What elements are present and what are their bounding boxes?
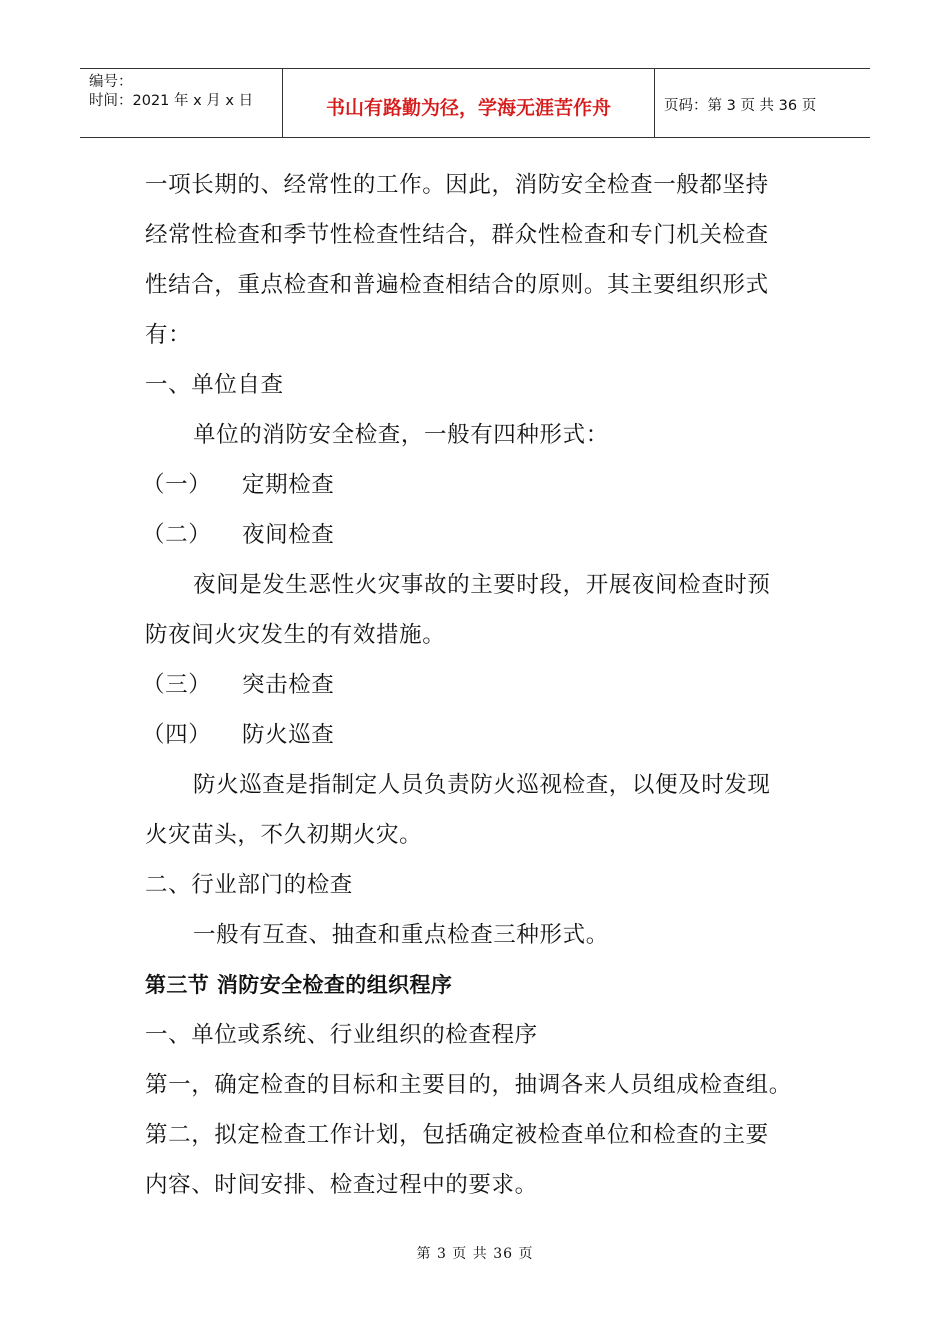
text-line: 一项长期的、经常性的工作。因此，消防安全检查一般都坚持: [145, 172, 769, 198]
header-number-label: 编号：: [89, 74, 133, 90]
item-text: 夜间检查: [242, 522, 335, 548]
text-line: 火灾苗头，不久初期火灾。: [145, 822, 423, 848]
item-text: 定期检查: [242, 472, 335, 498]
header-date-label: 时间：2021 年 x 月 x 日: [89, 93, 254, 109]
document-body: [142, 160, 825, 1210]
text-line: 经常性检查和季节性检查性结合，群众性检查和专门机关检查: [145, 222, 769, 248]
text-line: [142, 510, 825, 560]
item-text: 防火巡查: [242, 722, 335, 748]
text-line: 第二，拟定检查工作计划，包括确定被检查单位和检查的主要: [145, 1122, 769, 1148]
item-number: （一）: [142, 472, 212, 498]
text-line: 内容、时间安排、检查过程中的要求。: [145, 1172, 538, 1198]
text-line: 防夜间火灾发生的有效措施。: [145, 622, 446, 648]
text-line: [142, 660, 825, 710]
item-text: 突击检查: [242, 672, 335, 698]
section-heading: 第三节 消防安全检查的组织程序: [145, 973, 453, 997]
text-line: 一般有互查、抽查和重点检查三种形式。: [193, 922, 609, 948]
text-line: [142, 460, 825, 510]
item-number: （四）: [142, 722, 212, 748]
text-line: 夜间是发生恶性火灾事故的主要时段，开展夜间检查时预: [193, 572, 771, 598]
page-footer: 第 3 页 共 36 页: [416, 1246, 534, 1262]
text-line: 性结合，重点检查和普遍检查相结合的原则。其主要组织形式: [145, 272, 769, 298]
text-line: 第一，确定检查的目标和主要目的，抽调各来人员组成检查组。: [145, 1072, 792, 1098]
item-number: （三）: [142, 672, 212, 698]
text-line: 二、行业部门的检查: [145, 872, 353, 898]
text-line: 一、单位或系统、行业组织的检查程序: [145, 1022, 538, 1048]
header-page-info: 页码：第 3 页 共 36 页: [664, 98, 817, 114]
text-line: 单位的消防安全检查，一般有四种形式：: [193, 422, 609, 448]
document-header: [80, 68, 870, 138]
text-line: 防火巡查是指制定人员负责防火巡视检查，以便及时发现: [193, 772, 771, 798]
header-motto: 书山有路勤为径，学海无涯苦作舟: [283, 69, 655, 137]
text-line: 有：: [145, 322, 192, 348]
text-line: 一、单位自查: [145, 372, 284, 398]
header-meta: [80, 69, 283, 137]
item-number: （二）: [142, 522, 212, 548]
text-line: [142, 710, 825, 760]
